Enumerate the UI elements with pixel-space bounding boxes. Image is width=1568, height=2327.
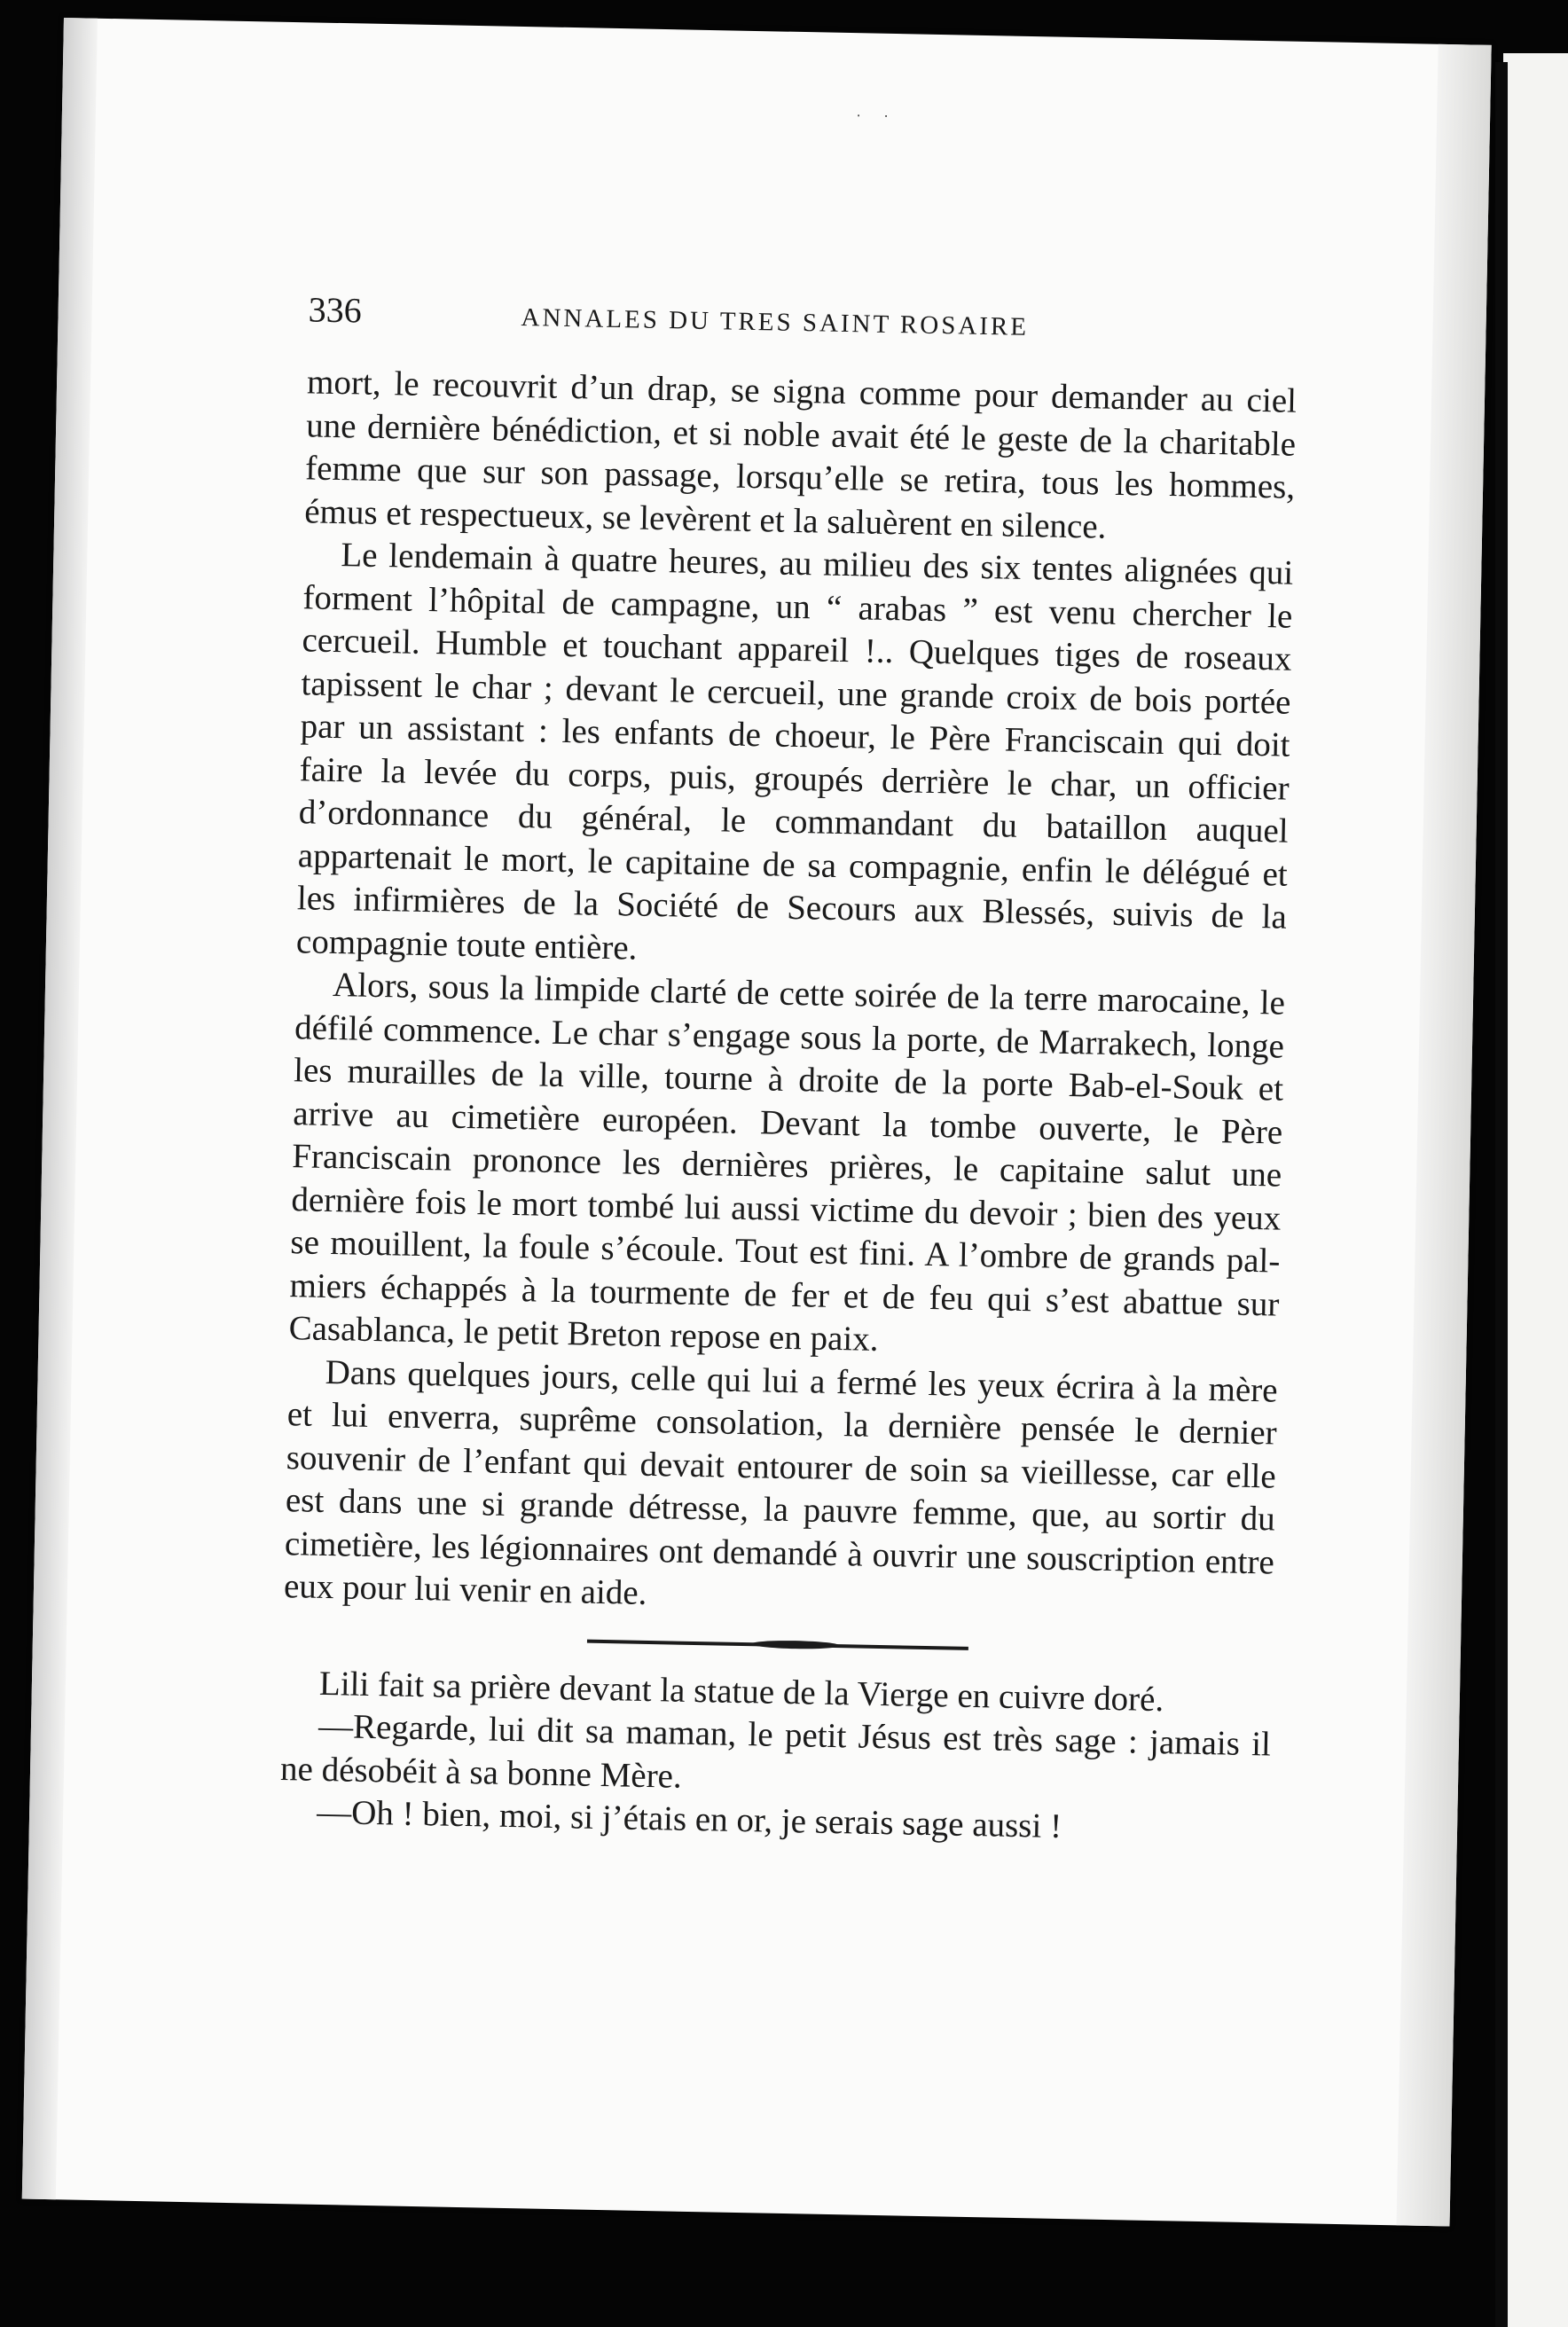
paragraph-4: Dans quelques jours, celle qui lui a fermé les yeux écrira à la mère et lui enverra, suprême consolation, la dernière pensée le dernier souvenir de l’enfant qui devait entourer de soin sa vieillesse, car elle est dans une si grande détresse, la pauvre femme, que, au sortir du cimetière, les légionnaires ont demandé à ouvrir une souscription entre eux pour lui venir en aide. [283,1352,1278,1612]
page-right-margin-shade [1396,44,1491,2227]
section-divider-rule [587,1639,968,1649]
page-body [279,361,1298,1853]
book-page [22,18,1492,2226]
page-left-margin-shade [22,18,98,2199]
running-head: ANNALES DU TRES SAINT ROSAIRE [521,302,1030,341]
page-header [308,288,1373,362]
book-gutter-shadow [1495,62,1508,2327]
anecdote-line-3: —Oh ! bien, moi, si j’étais en or, je serais sage aussi ! [316,1792,1062,1845]
anecdote-line-2: —Regarde, lui dit sa maman, le petit Jésus est très sage : jamais il ne désobéit à sa bonne Mère. [279,1706,1272,1796]
stray-marks: · · [855,106,898,125]
adjacent-page-edge [1503,53,1568,2327]
paragraph-3: Alors, sous la limpide clarté de cette soirée de la terre marocaine, le défilé commence. Le char s’engage sous la porte, de Marrakech, longe les murailles de la ville, tourne à droite de la porte Bab-el-Souk et arrive au cimetière européen. Devant la tombe ouverte, le Père Franciscain prononce les dernières prières, le capitaine salut une dernière fois le mort tombé lui aussi victime du devoir ; bien des yeux se mouillent, la foule s’écoule. Tout est fini. A l’ombre de grands palmiers échappés à la tourmente de fer et de feu qui s’est abattue sur Casablanca, le petit Breton repose en paix. [288,966,1286,1359]
page-number: 336 [308,289,363,331]
paragraph-2: Le lendemain à quatre heures, au milieu des six tentes alignées qui forment l’hôpital de campagne, un “ arabas ” est venu chercher le cercueil. Humble et touchant appareil !.. Quelques tiges de roseaux tapissent le char ; devant le cercueil, une grande croix de bois portée par un assistant : les enfants de choeur, le Père Franciscain qui doit faire la levée du corps, puis, groupés derrière le char, un officier d’ordonnance du général, le commandant du bataillon auquel appartenait le mort, le capitaine de sa compagnie, enfin le délégué et les infirmières de la Société de Secours aux Blessés, suivis de la compagnie toute entière. [295,536,1294,968]
anecdote-line-1: Lili fait sa prière devant la statue de la Vierge en cuivre doré. [318,1664,1164,1719]
paragraph-1: mort, le recouvrit d’un drap, se signa comme pour demander au ciel une dernière bénédiction, et si noble avait été le geste de la charitable femme que sur son passage, lorsqu’elle se retira, tous les hommes, émus et respectueux, se levèrent et la saluèrent en silence. [303,363,1298,546]
